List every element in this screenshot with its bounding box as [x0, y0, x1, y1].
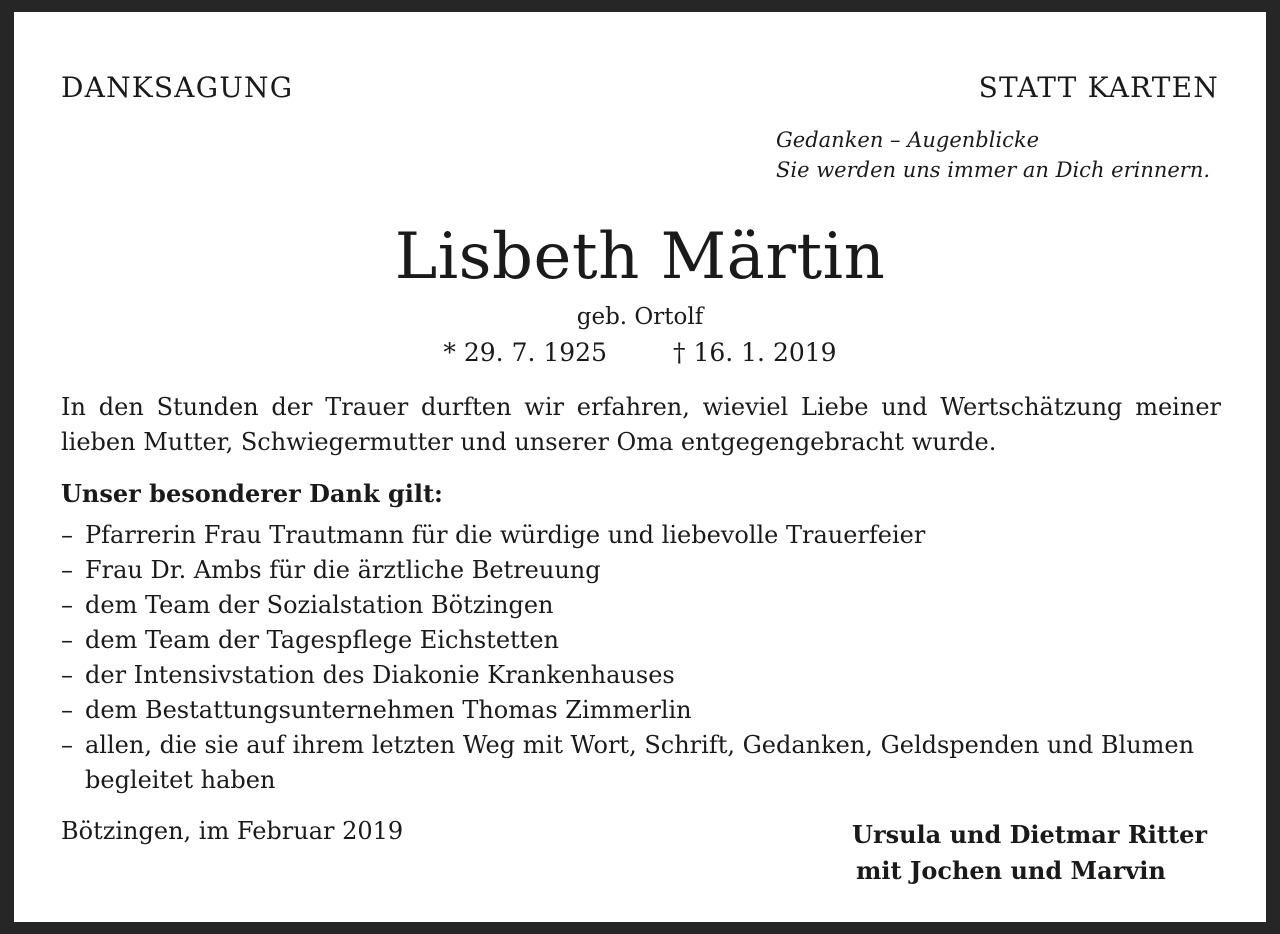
- list-item: – Frau Dr. Ambs für die ärztliche Betreuung: [61, 553, 1231, 588]
- list-item: – der Intensivstation des Diakonie Krankenhauses: [61, 658, 1231, 693]
- signature: [852, 817, 1207, 889]
- dash-bullet: –: [61, 661, 73, 689]
- signature-line-1: Ursula und Dietmar Ritter: [852, 820, 1207, 849]
- header-statt-karten: STATT KARTEN: [978, 71, 1219, 104]
- motto-line-2: Sie werden uns immer an Dich erinnern.: [776, 158, 1211, 182]
- list-item: – dem Team der Tagespflege Eichstetten: [61, 623, 1231, 658]
- dash-bullet: –: [61, 521, 73, 549]
- list-item: – allen, die sie auf ihrem letzten Weg mit Wort, Schrift, Gedanken, Geldspenden und Blumen begleitet haben: [61, 728, 1231, 798]
- motto: [776, 125, 1210, 185]
- signature-line-2: mit Jochen und Marvin: [856, 856, 1166, 885]
- dash-bullet: –: [61, 696, 73, 724]
- list-item: – Pfarrerin Frau Trautmann für die würdige und liebevolle Trauerfeier: [61, 518, 1231, 553]
- intro-paragraph: In den Stunden der Trauer durften wir erfahren, wieviel Liebe und Wertschätzung meiner lieben Mutter, Schwiegermutter und unserer Oma entgegengebracht wurde.: [61, 393, 1221, 456]
- thanks-list: [61, 518, 1231, 798]
- dash-bullet: –: [61, 626, 73, 654]
- maiden-name: geb. Ortolf: [576, 304, 704, 330]
- header-danksagung: DANKSAGUNG: [61, 71, 294, 104]
- life-dates: [14, 338, 1266, 367]
- dash-bullet: –: [61, 556, 73, 584]
- birth-date: * 29. 7. 1925: [443, 338, 607, 367]
- thanks-heading: Unser besonderer Dank gilt:: [61, 479, 443, 508]
- deceased-name: Lisbeth Märtin: [394, 220, 886, 294]
- place-date: Bötzingen, im Februar 2019: [61, 817, 404, 845]
- dash-bullet: –: [61, 591, 73, 619]
- death-date: † 16. 1. 2019: [673, 338, 837, 367]
- motto-line-1: Gedanken – Augenblicke: [776, 128, 1040, 152]
- list-item: – dem Bestattungsunternehmen Thomas Zimmerlin: [61, 693, 1231, 728]
- list-item: – dem Team der Sozialstation Bötzingen: [61, 588, 1231, 623]
- dash-bullet: –: [61, 731, 73, 759]
